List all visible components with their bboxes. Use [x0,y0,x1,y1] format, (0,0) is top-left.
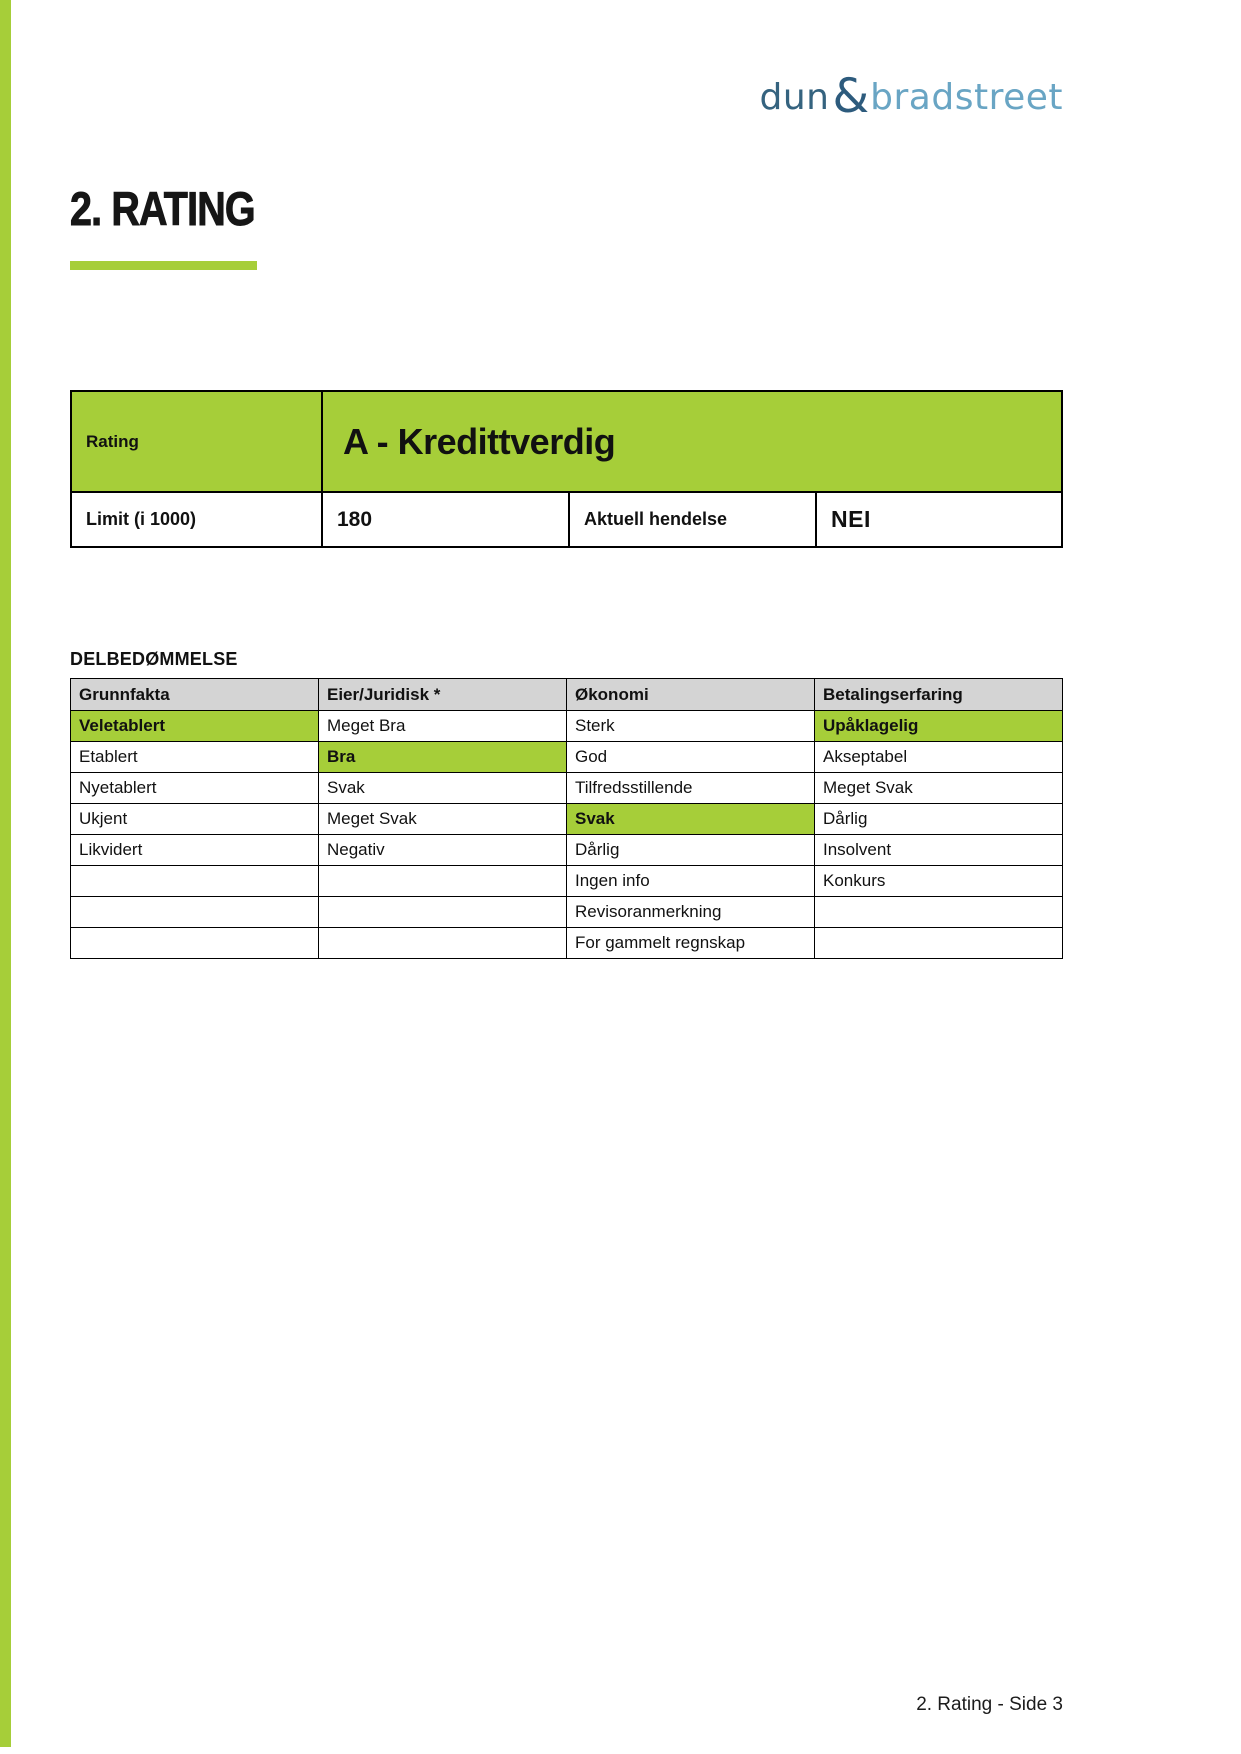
assessment-cell: Meget Svak [815,773,1063,804]
assessment-row [71,866,1063,897]
assessment-row [71,773,1063,804]
limit-label-cell: Limit (i 1000) [72,493,321,546]
assessment-row [71,804,1063,835]
assessment-cell [319,866,567,897]
assessment-cell [71,928,319,959]
assessment-cell: Revisoranmerkning [567,897,815,928]
assessment-cell-highlighted: Upåklagelig [815,711,1063,742]
assessment-cell [71,866,319,897]
assessment-cell: Meget Bra [319,711,567,742]
assessment-cell: Meget Svak [319,804,567,835]
assessment-column-header: Grunnfakta [71,679,319,711]
assessment-cell: Negativ [319,835,567,866]
assessment-cell: Akseptabel [815,742,1063,773]
logo-ampersand-icon: & [832,69,870,124]
assessment-cell: Nyetablert [71,773,319,804]
assessment-cell: Likvidert [71,835,319,866]
assessment-cell [815,897,1063,928]
assessment-cell: Ukjent [71,804,319,835]
assessment-section-title: DELBEDØMMELSE [70,649,238,669]
assessment-table [70,678,1063,959]
assessment-column-header: Eier/Juridisk * [319,679,567,711]
page-footer-label: 2. Rating - Side 3 [916,1694,1063,1715]
assessment-cell-highlighted: Veletablert [71,711,319,742]
assessment-table-body [71,711,1063,959]
assessment-cell: For gammelt regnskap [567,928,815,959]
logo-bradstreet-text: bradstreet [870,77,1063,118]
heading-underline-rule [70,261,257,270]
current-event-label-cell: Aktuell hendelse [570,493,815,546]
current-event-value-cell: NEI [817,493,1061,546]
rating-label-cell: Rating [72,392,321,491]
assessment-cell: Ingen info [567,866,815,897]
rating-value-cell: A - Kredittverdig [323,392,1061,491]
assessment-cell: Konkurs [815,866,1063,897]
assessment-cell-highlighted: Bra [319,742,567,773]
section-heading: 2. RATING [70,182,255,235]
assessment-cell [319,928,567,959]
assessment-column-header: Økonomi [567,679,815,711]
assessment-cell [71,897,319,928]
assessment-cell: Insolvent [815,835,1063,866]
assessment-cell: Svak [319,773,567,804]
assessment-column-header: Betalingserfaring [815,679,1063,711]
assessment-cell: Dårlig [815,804,1063,835]
assessment-row [71,928,1063,959]
assessment-cell [319,897,567,928]
assessment-cell: Sterk [567,711,815,742]
assessment-cell: Dårlig [567,835,815,866]
logo-dun-text: dun [759,77,830,118]
assessment-row [71,897,1063,928]
dun-bradstreet-logo [759,66,1064,124]
assessment-cell: Tilfredsstillende [567,773,815,804]
assessment-row [71,711,1063,742]
assessment-cell [815,928,1063,959]
rating-summary-table [70,390,1063,548]
page-edge-accent-bar [0,0,11,1747]
assessment-cell: Etablert [71,742,319,773]
assessment-row [71,742,1063,773]
assessment-table-header [71,679,1063,711]
assessment-cell-highlighted: Svak [567,804,815,835]
assessment-cell: God [567,742,815,773]
assessment-row [71,835,1063,866]
limit-value-cell: 180 [323,493,568,546]
assessment-header-row [71,679,1063,711]
